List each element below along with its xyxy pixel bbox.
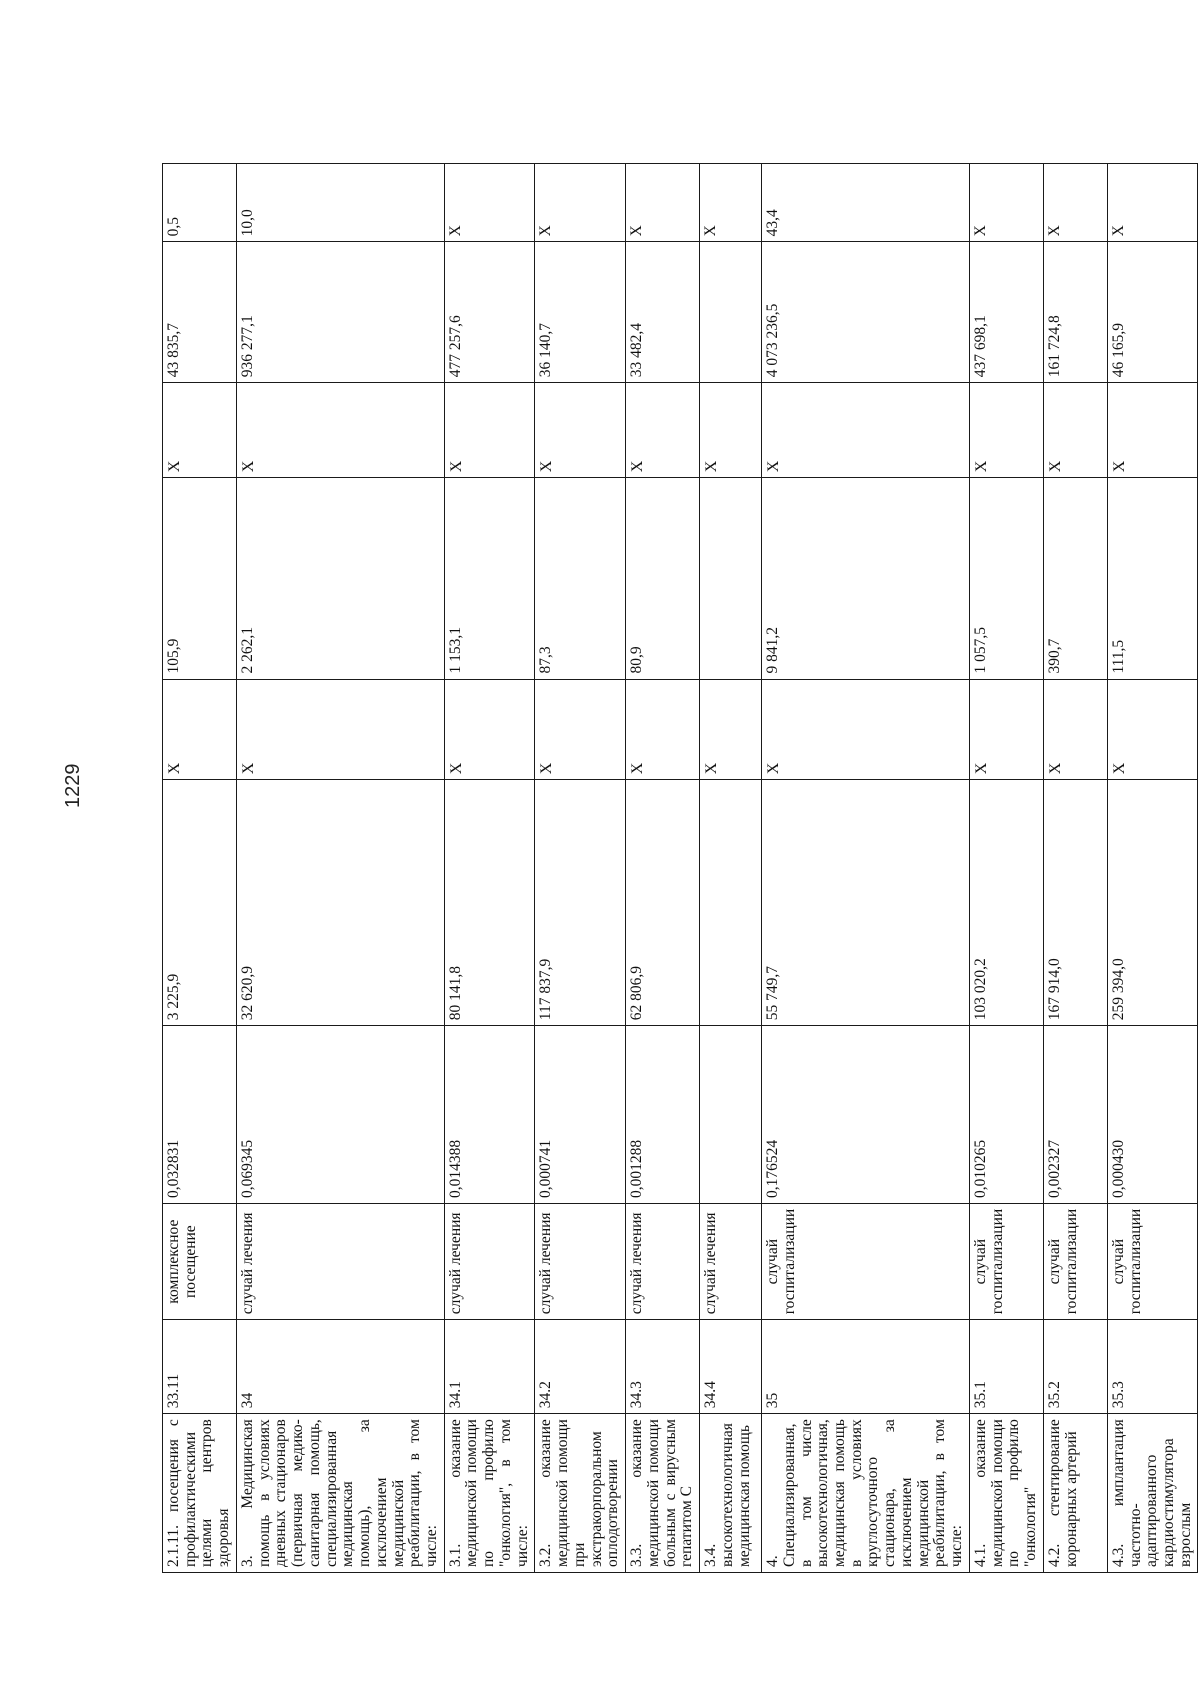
table-cell-x-mark: X [700,679,762,780]
table-cell-volume-norm: 0,069345 [236,1026,444,1204]
table-cell-percent: 0,5 [163,164,237,242]
table-cell-name: 3.4. высокотехнологичная медицинская помощь [700,1414,762,1573]
table-cell-name: 4.2. стентирование коронарных артерий [1043,1414,1107,1573]
table-row [236,164,444,1573]
rotated-table-wrapper [162,163,1194,1573]
table-cell-code: 34.2 [535,1320,626,1414]
table-cell-code: 34.4 [700,1320,762,1414]
table-cell-volume-norm: 0,001288 [626,1026,700,1204]
table-cell-total-sum [700,242,762,383]
table-cell-code: 35 [762,1320,970,1414]
table-cell-name: 3. Медицинская помощь в условиях дневных стационаров (первичная медико-санитарная помощь, специализированная медицинская помощь), за исключением медицинской реабилитации, в том числе: [236,1414,444,1573]
table-cell-x-mark: X [444,383,535,478]
table-cell-x-mark: X [1043,383,1107,478]
table-cell-unit: комплексное посещение [163,1204,237,1320]
table-cell-per-capita: 87,3 [535,478,626,679]
table-row [700,164,762,1573]
table-cell-per-capita [700,478,762,679]
table-cell-unit: случай госпитализации [1043,1204,1107,1320]
table-cell-percent: X [535,164,626,242]
table-cell-name: 4.1. оказание медицинской помощи по профилю "онкология" [969,1414,1043,1573]
table-cell-unit: случай госпитализации [1107,1204,1198,1320]
page-number: 1229 [62,763,84,808]
table-cell-cost-norm: 103 020,2 [969,780,1043,1026]
table-cell-per-capita: 390,7 [1043,478,1107,679]
table-cell-x-mark: X [236,679,444,780]
table-cell-volume-norm: 0,000430 [1107,1026,1198,1204]
table-row [444,164,535,1573]
table-cell-total-sum: 936 277,1 [236,242,444,383]
table-cell-x-mark: X [762,383,970,478]
table-cell-name: 4.3. имплантация частотно-адаптированного кардиостимулятора взрослым [1107,1414,1198,1573]
table-cell-unit: случай лечения [444,1204,535,1320]
data-table [162,163,1198,1573]
table-cell-percent: X [444,164,535,242]
table-row [762,164,970,1573]
table-row [626,164,700,1573]
table-cell-code: 35.1 [969,1320,1043,1414]
table-cell-percent: 10,0 [236,164,444,242]
table-cell-x-mark: X [236,383,444,478]
table-cell-unit: случай лечения [236,1204,444,1320]
table-cell-code: 34.1 [444,1320,535,1414]
table-cell-total-sum: 46 165,9 [1107,242,1198,383]
table-cell-name: 3.3. оказание медицинской помощи больным с вирусным гепатитом С [626,1414,700,1573]
table-cell-cost-norm: 80 141,8 [444,780,535,1026]
table-cell-volume-norm: 0,010265 [969,1026,1043,1204]
table-cell-cost-norm: 117 837,9 [535,780,626,1026]
table-cell-volume-norm: 0,014388 [444,1026,535,1204]
table-cell-per-capita: 1 057,5 [969,478,1043,679]
table-cell-cost-norm: 55 749,7 [762,780,970,1026]
table-cell-x-mark: X [626,679,700,780]
table-cell-unit: случай госпитализации [969,1204,1043,1320]
table-cell-cost-norm: 259 394,0 [1107,780,1198,1026]
table-cell-x-mark: X [1107,383,1198,478]
table-cell-name: 3.2. оказание медицинской помощи при экстракорпоральном оплодотворении [535,1414,626,1573]
table-cell-cost-norm: 167 914,0 [1043,780,1107,1026]
table-cell-percent: 43,4 [762,164,970,242]
table-cell-code: 35.2 [1043,1320,1107,1414]
table-cell-total-sum: 161 724,8 [1043,242,1107,383]
table-cell-code: 34.3 [626,1320,700,1414]
table-cell-x-mark: X [626,383,700,478]
table-cell-total-sum: 33 482,4 [626,242,700,383]
table-cell-per-capita: 2 262,1 [236,478,444,679]
table-cell-code: 35.3 [1107,1320,1198,1414]
table-cell-cost-norm [700,780,762,1026]
table-cell-total-sum: 437 698,1 [969,242,1043,383]
table-cell-total-sum: 36 140,7 [535,242,626,383]
table-cell-x-mark: X [1107,679,1198,780]
table-body [163,164,1198,1573]
table-cell-volume-norm: 0,000741 [535,1026,626,1204]
table-cell-x-mark: X [444,679,535,780]
table-cell-volume-norm: 0,032831 [163,1026,237,1204]
table-cell-percent: X [969,164,1043,242]
table-cell-total-sum: 4 073 236,5 [762,242,970,383]
table-cell-cost-norm: 62 806,9 [626,780,700,1026]
table-cell-percent: X [700,164,762,242]
table-cell-x-mark: X [535,679,626,780]
table-cell-unit: случай лечения [535,1204,626,1320]
table-cell-total-sum: 477 257,6 [444,242,535,383]
table-cell-x-mark: X [163,383,237,478]
table-cell-code: 33.11 [163,1320,237,1414]
table-cell-volume-norm: 0,002327 [1043,1026,1107,1204]
table-cell-name: 3.1. оказание медицинской помощи по профилю "онкология", в том числе: [444,1414,535,1573]
table-cell-per-capita: 111,5 [1107,478,1198,679]
table-cell-percent: X [1107,164,1198,242]
table-row [969,164,1043,1573]
table-cell-code: 34 [236,1320,444,1414]
table-cell-unit: случай госпитализации [762,1204,970,1320]
table-row [163,164,237,1573]
table-cell-name: 2.1.11. посещения с профилактическими целями центров здоровья [163,1414,237,1573]
table-row [535,164,626,1573]
table-cell-percent: X [1043,164,1107,242]
table-cell-unit: случай лечения [626,1204,700,1320]
table-cell-cost-norm: 32 620,9 [236,780,444,1026]
table-row [1107,164,1198,1573]
table-cell-x-mark: X [969,383,1043,478]
table-cell-unit: случай лечения [700,1204,762,1320]
table-cell-per-capita: 105,9 [163,478,237,679]
table-cell-per-capita: 9 841,2 [762,478,970,679]
table-cell-per-capita: 80,9 [626,478,700,679]
table-cell-x-mark: X [535,383,626,478]
table-cell-per-capita: 1 153,1 [444,478,535,679]
table-cell-percent: X [626,164,700,242]
table-cell-x-mark: X [163,679,237,780]
table-cell-x-mark: X [969,679,1043,780]
table-cell-x-mark: X [1043,679,1107,780]
table-cell-total-sum: 43 835,7 [163,242,237,383]
table-cell-x-mark: X [700,383,762,478]
table-cell-volume-norm: 0,176524 [762,1026,970,1204]
table-cell-x-mark: X [762,679,970,780]
table-row [1043,164,1107,1573]
table-cell-name: 4. Специализированная, в том числе высокотехнологичная, медицинская помощь в условиях круглосуточного стационара, за исключением медицинской реабилитации, в том числе: [762,1414,970,1573]
table-cell-cost-norm: 3 225,9 [163,780,237,1026]
table-cell-volume-norm [700,1026,762,1204]
